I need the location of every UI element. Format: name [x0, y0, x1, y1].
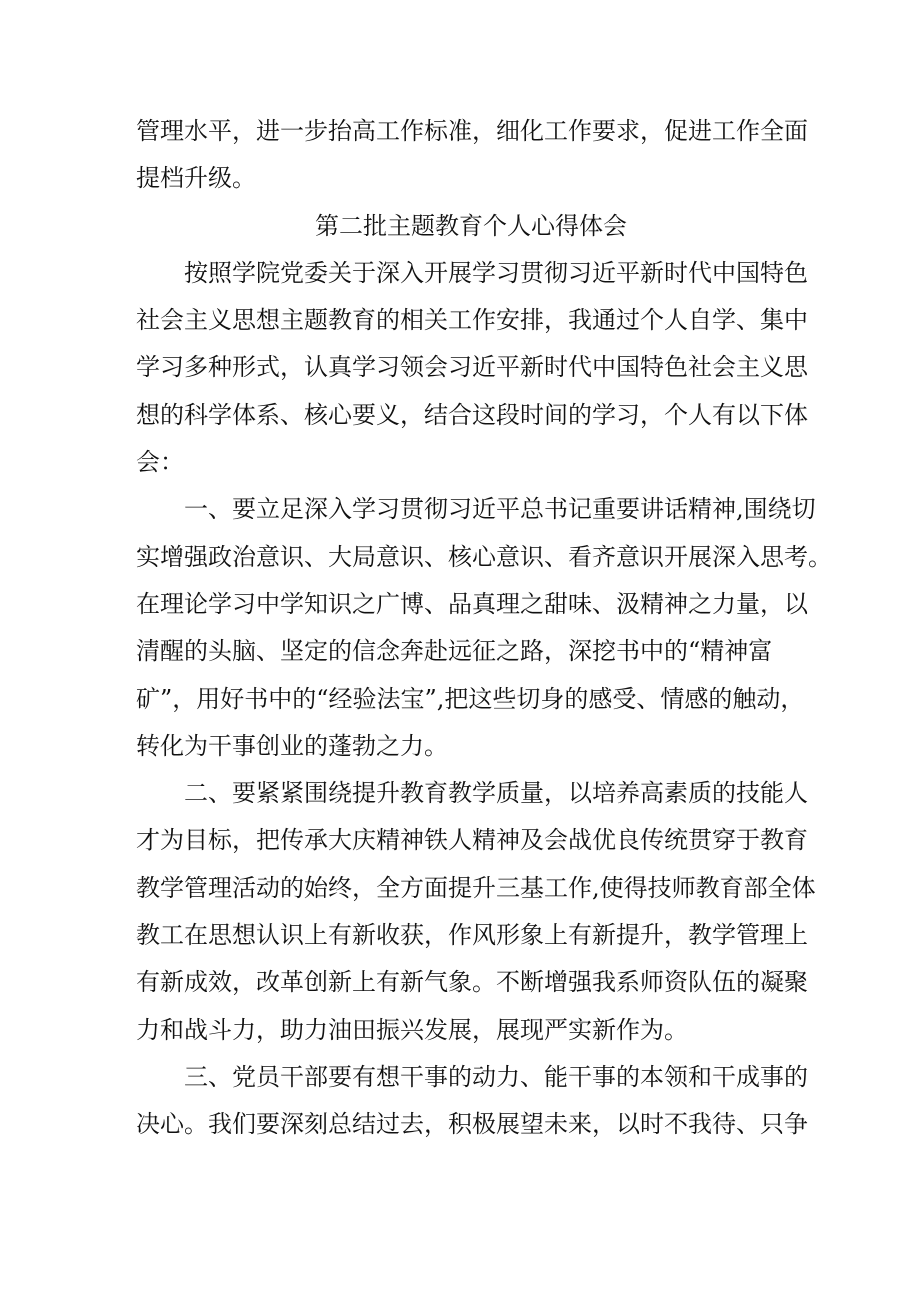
body-line: 社会主义思想主题教育的相关工作安排，我通过个人自学、集中: [136, 306, 808, 335]
body-line: 会：: [136, 448, 184, 477]
body-line: 提档升级。: [136, 164, 256, 193]
body-line: 转化为干事创业的蓬勃之力。: [136, 731, 448, 760]
body-line: 有新成效，改革创新上有新气象。不断增强我系师资队伍的凝聚: [136, 968, 808, 997]
body-line: 才为目标，把传承大庆精神铁人精神及会战优良传统贯穿于教育: [136, 826, 808, 855]
body-line: 学习多种形式，认真学习领会习近平新时代中国特色社会主义思: [136, 353, 808, 382]
body-line: 在理论学习中学知识之广博、品真理之甜味、汲精神之力量，以: [136, 589, 808, 618]
paragraph-first-line: 二、要紧紧围绕提升教育教学质量，以培养高素质的技能人: [184, 779, 808, 808]
body-line: 教学管理活动的始终，全方面提升三基工作,使得技师教育部全体: [136, 873, 816, 902]
body-line: 想的科学体系、核心要义，结合这段时间的学习，个人有以下体: [136, 400, 808, 429]
body-line: 决心。我们要深刻总结过去，积极展望未来，以时不我待、只争: [136, 1110, 808, 1139]
document-body: [136, 108, 832, 1149]
body-line: 清醒的头脑、坚定的信念奔赴远征之路，深挖书中的“精神富: [136, 637, 773, 666]
body-line: 实增强政治意识、大局意识、核心意识、看齐意识开展深入思考。: [136, 542, 832, 571]
paragraph-first-line: 三、党员干部要有想干事的动力、能干事的本领和干成事的: [184, 1062, 808, 1091]
body-line: 矿”，用好书中的“经验法宝”,把这些切身的感受、情感的触动，: [136, 684, 805, 713]
body-line: 管理水平，进一步抬高工作标准，细化工作要求，促进工作全面: [136, 117, 808, 145]
document-title: 第二批主题教育个人心得体会: [315, 211, 627, 240]
body-line: 教工在思想认识上有新收获，作风形象上有新提升，教学管理上: [136, 921, 808, 950]
paragraph-first-line: 按照学院党委关于深入开展学习贯彻习近平新时代中国特色: [184, 258, 808, 287]
body-line: 力和战斗力，助力油田振兴发展，展现严实新作为。: [136, 1015, 688, 1044]
paragraph-first-line: 一、要立足深入学习贯彻习近平总书记重要讲话精神,围绕切: [184, 495, 816, 524]
